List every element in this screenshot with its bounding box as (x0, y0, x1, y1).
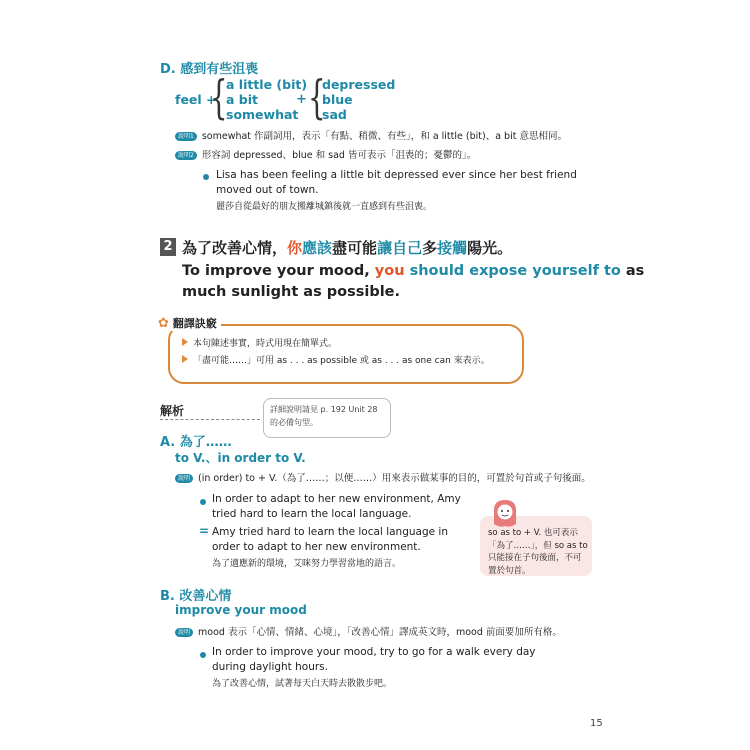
adjective-3: sad (322, 107, 347, 122)
bullet-icon (200, 499, 206, 505)
reference-callout: 詳細說明請見 p. 192 Unit 28 的必備句型。 (263, 398, 391, 438)
section-a-subtitle: to V.、in order to V. (175, 451, 306, 465)
section-b-title: B. 改善心情 (160, 589, 232, 604)
adjective-1: depressed (322, 77, 396, 92)
example-d-zh: 麗莎自從最好的朋友搬離城鎮後就一直感到有些沮喪。 (216, 202, 433, 212)
example-d-en: Lisa has been feeling a little bit depressed ever since her best friend moved out of town. (216, 169, 577, 196)
adjective-list (322, 77, 395, 122)
example-a-1: In order to adapt to her new environment, Amy tried hard to learn the local language. (212, 493, 461, 520)
equals-sign: = (199, 524, 210, 538)
note-a: 說明 (in order) to + V.（為了……；以便……）用來表示做某事的目的，可置於句首或子句後面。 (175, 472, 615, 486)
adverb-2: a bit (226, 92, 258, 107)
analysis-divider (160, 419, 260, 420)
bullet-icon (200, 652, 206, 658)
left-brace-icon: { (210, 70, 228, 124)
note-tag: 說明1 (175, 132, 197, 141)
formula-plus: + (296, 92, 307, 107)
note-tag: 說明 (175, 474, 193, 483)
note-d-1: 說明1 somewhat 作副詞用，表示「有點、稍微、有些」，和 a little (bit)、a bit 意思相同。 (175, 130, 595, 144)
note-tag: 說明 (175, 628, 193, 637)
example-a-zh: 為了適應新的環境，艾咪努力學習當地的語言。 (212, 559, 402, 569)
tips-header: ✿ 翻譯訣竅 (154, 315, 221, 331)
adverb-1: a little (bit) (226, 77, 308, 92)
side-note-text: so as to + V. 也可表示「為了……」，但 so as to 只能接在子句後面，不可置於句首。 (488, 528, 588, 576)
example-b-zh: 為了改善心情，試著每天白天時去散散步吧。 (212, 679, 393, 689)
page-number: 15 (590, 718, 603, 729)
note-tag: 說明2 (175, 151, 197, 160)
bullet-icon (203, 174, 209, 180)
formula-lead: feel + (175, 92, 217, 107)
triangle-bullet-icon (182, 355, 188, 363)
tip-2: 「盡可能……」可用 as . . . as possible 或 as . . . as one can 來表示。 (182, 354, 490, 368)
left-brace-icon: { (308, 70, 326, 124)
triangle-bullet-icon (182, 338, 188, 346)
example-a-2: Amy tried hard to learn the local language in order to adapt to her new environment. (212, 526, 448, 553)
adverb-3: somewhat (226, 107, 299, 122)
gear-icon: ✿ (158, 316, 169, 331)
adjective-2: blue (322, 92, 353, 107)
tip-1: 本句陳述事實，時式用現在簡單式。 (182, 337, 337, 351)
example-b-en: In order to improve your mood, try to go for a walk every day during daylight hours. (212, 646, 536, 673)
sentence-number-badge: 2 (160, 238, 176, 256)
sentence-2-chinese: 為了改善心情，你應該盡可能讓自己多接觸陽光。 (182, 239, 513, 257)
section-b-subtitle: improve your mood (175, 603, 307, 617)
note-b: 說明 mood 表示「心情、情緒、心境」，「改善心情」譯成英文時，mood 前面要加所有格。 (175, 626, 615, 640)
sentence-2-english: To improve your mood, you should expose yourself to as much sunlight as possible. (182, 263, 645, 300)
adverb-list (226, 77, 307, 122)
section-d-title: D. 感到有些沮喪 (160, 62, 259, 77)
section-a-title: A. 為了…… (160, 435, 232, 450)
analysis-title: 解析 (160, 404, 185, 418)
note-d-2: 說明2 形容詞 depressed、blue 和 sad 皆可表示「沮喪的；憂鬱的」。 (175, 149, 595, 163)
